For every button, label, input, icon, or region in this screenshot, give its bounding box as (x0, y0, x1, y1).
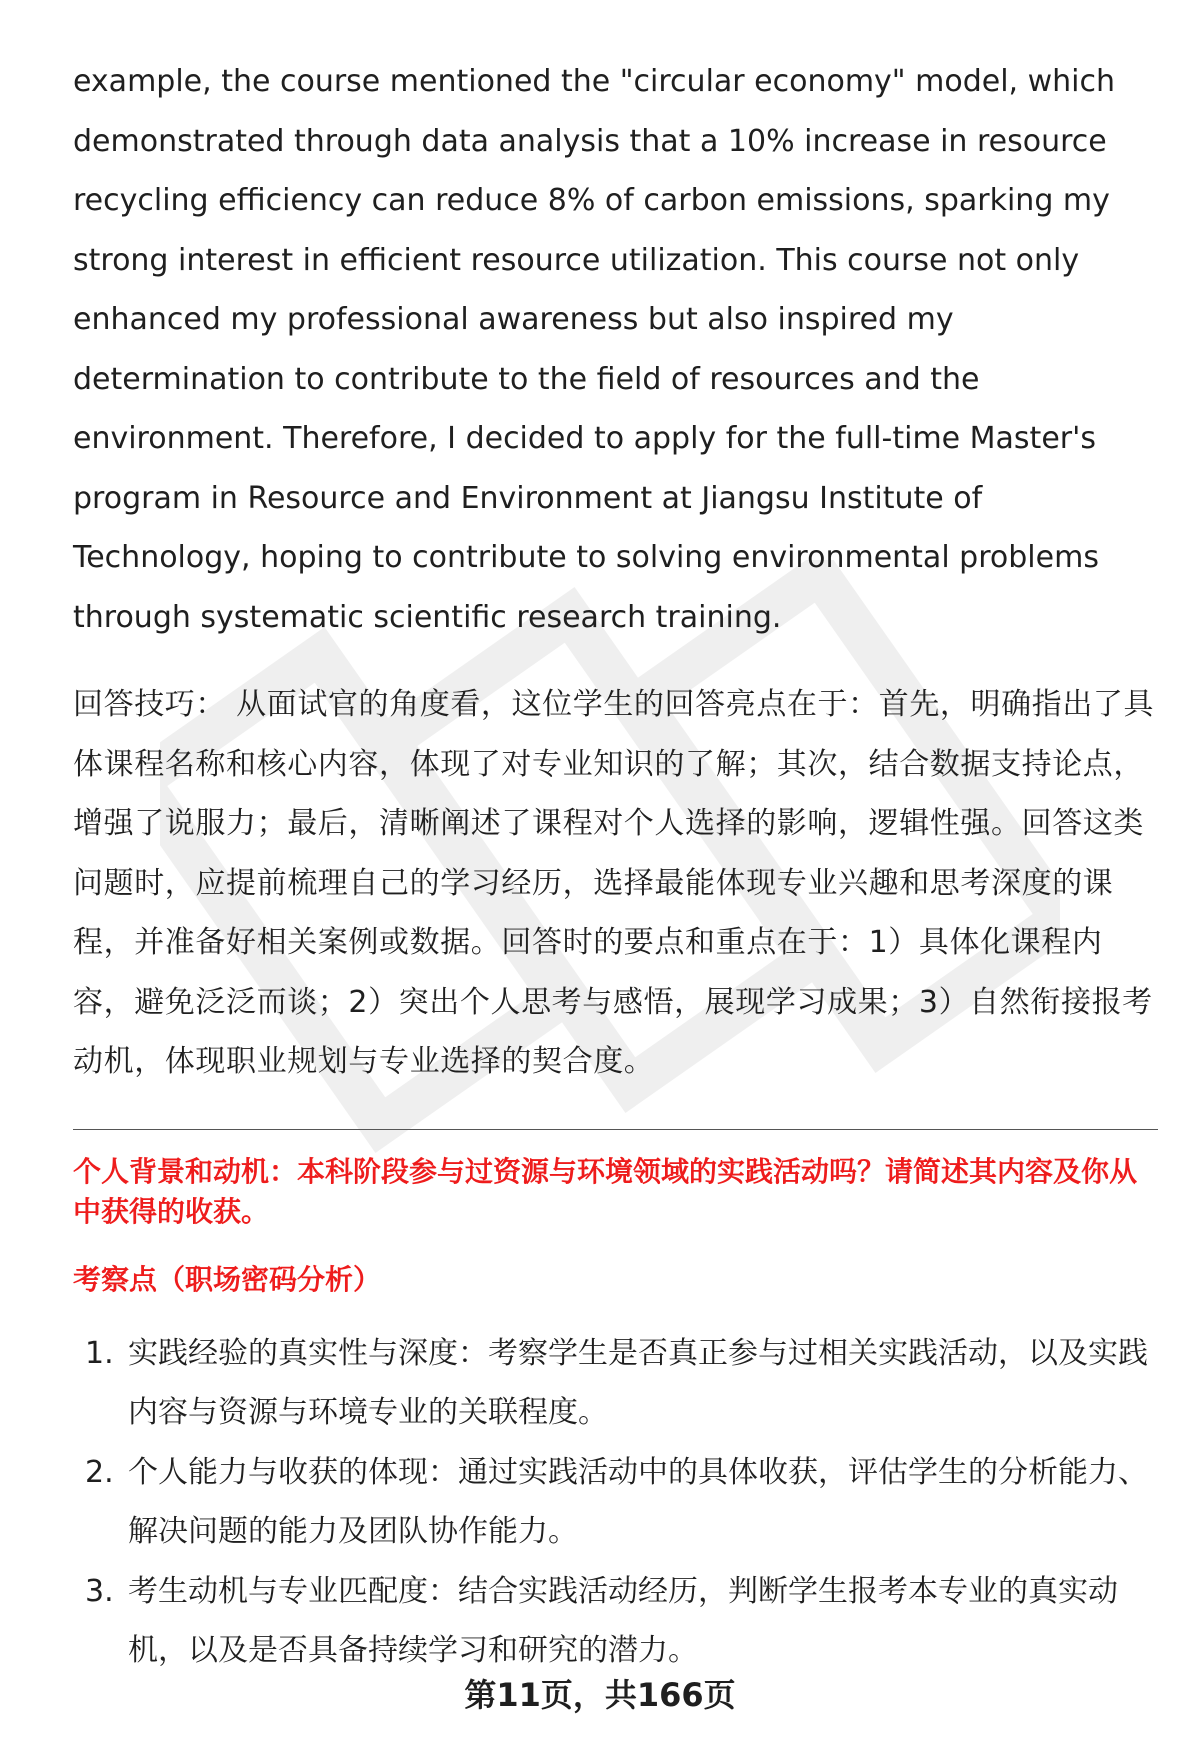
assessment-points-list (73, 1324, 1158, 1681)
document-page (73, 52, 1158, 1681)
list-item-text: 实践经验的真实性与深度：考察学生是否真正参与过相关实践活动，以及实践内容与资源与环境专业的关联程度。 (128, 1335, 1148, 1430)
body-paragraph-english: example, the course mentioned the "circular economy" model, which demonstrated through data analysis that a 10% increase in resource recycling efficiency can reduce 8% of carbon emissions, sparking my strong interest in efficient resource utilization. This course not only enhanced my professional awareness but also inspired my determination to contribute to the field of resources and the environment. Therefore, I decided to apply for the full-time Master's program in Resource and Environment at Jiangsu Institute of Technology, hoping to contribute to solving environmental problems through systematic scientific research training. (73, 64, 1116, 635)
list-item-number: 1. (85, 1335, 114, 1371)
page-number-footer: 第11页，共166页 (464, 1676, 736, 1714)
assessment-points-title: 考察点（职场密码分析） (73, 1262, 382, 1296)
answer-tips-paragraph: 回答技巧： 从面试官的角度看，这位学生的回答亮点在于：首先，明确指出了具体课程名称和核心内容，体现了对专业知识的了解；其次，结合数据支持论点，增强了说服力；最后，清晰阐述了课程对个人选择的影响，逻辑性强。回答这类问题时，应提前梳理自己的学习经历，选择最能体现专业兴趣和思考深度的课程，并准备好相关案例或数据。回答时的要点和重点在于：1）具体化课程内容，避免泛泛而谈；2）突出个人思考与感悟，展现学习成果；3）自然衔接报考动机，体现职业规划与专业选择的契合度。 (73, 687, 1155, 1079)
list-item-text: 个人能力与收获的体现：通过实践活动中的具体收获，评估学生的分析能力、解决问题的能力及团队协作能力。 (128, 1454, 1148, 1549)
section-divider (73, 1129, 1158, 1130)
question-heading: 个人背景和动机：本科阶段参与过资源与环境领域的实践活动吗？请简述其内容及你从中获得的收获。 (73, 1154, 1138, 1228)
list-item (73, 1324, 1158, 1443)
list-item-number: 3. (85, 1573, 114, 1609)
list-item (73, 1443, 1158, 1562)
list-item-number: 2. (85, 1454, 114, 1490)
list-item (73, 1562, 1158, 1681)
list-item-text: 考生动机与专业匹配度：结合实践活动经历，判断学生报考本专业的真实动机，以及是否具备持续学习和研究的潜力。 (128, 1573, 1118, 1668)
